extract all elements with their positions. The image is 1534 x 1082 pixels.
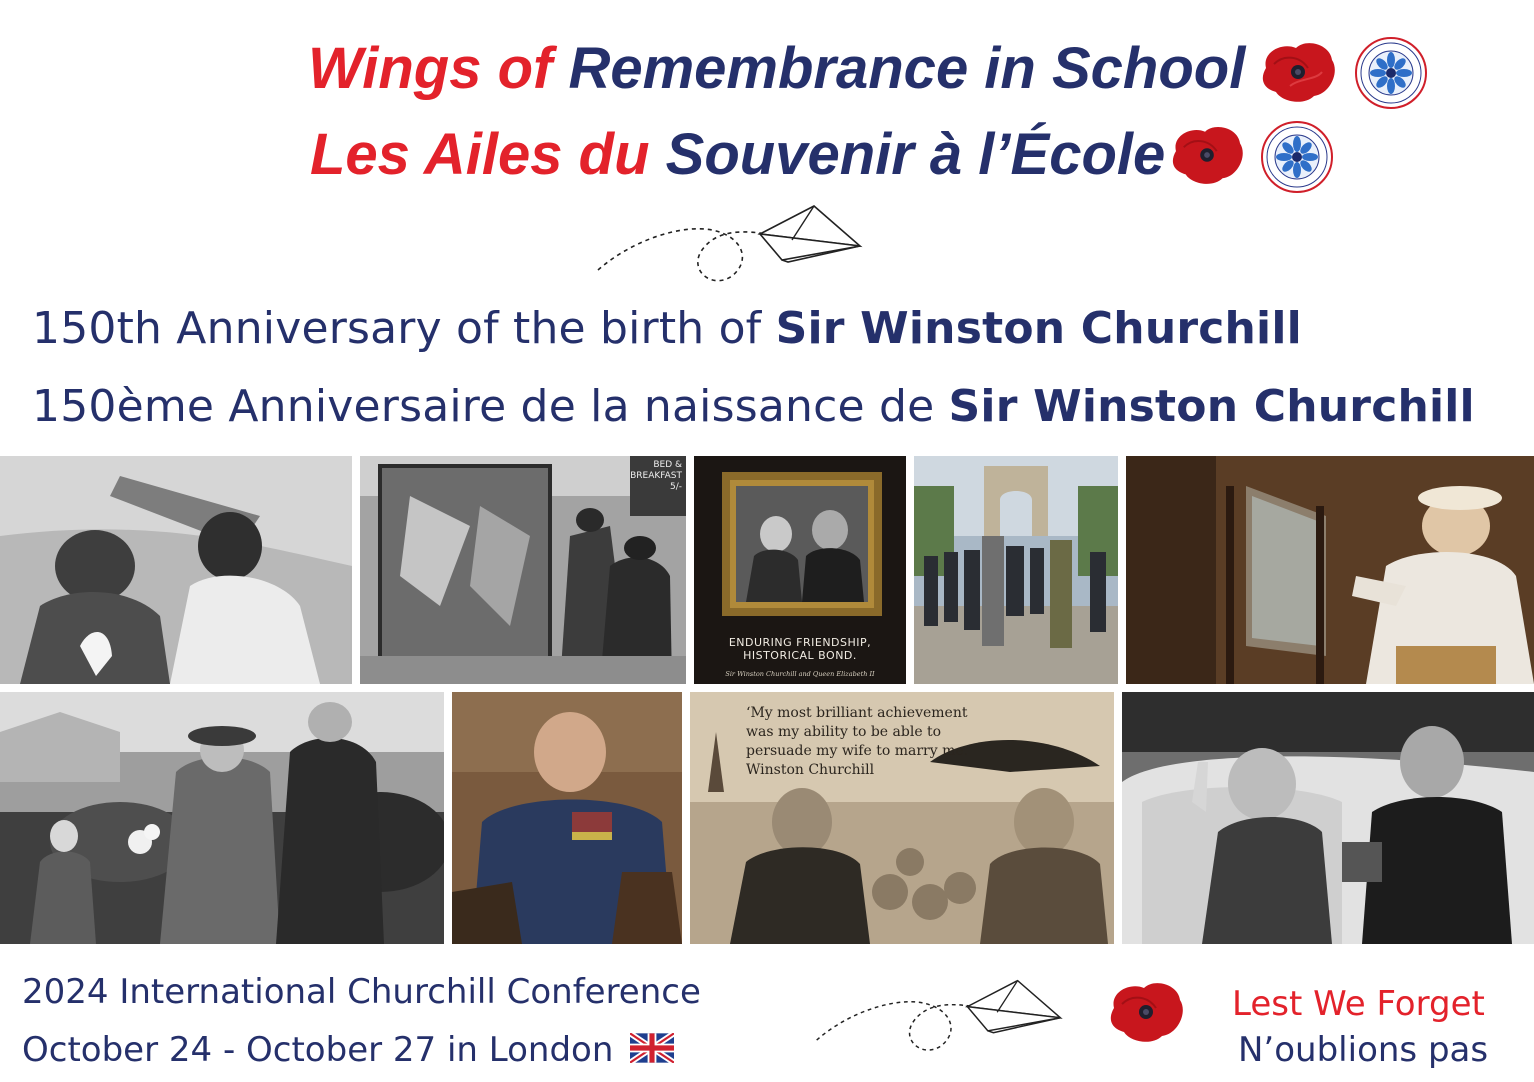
anniversary-english-name: Sir Winston Churchill	[775, 303, 1302, 354]
bnb-sign-line2: BREAKFAST	[630, 471, 682, 481]
quote-line3: persuade my wife to marry me.’	[746, 743, 973, 759]
frame-caption-line2: HISTORICAL BOND.	[743, 649, 857, 662]
anniversary-french-prefix: 150ème Anniversaire de la naissance de	[32, 381, 935, 432]
quote-block	[746, 704, 973, 780]
photo-car-nixon	[1122, 692, 1534, 944]
frame-caption	[694, 636, 906, 662]
poppy-icon	[1108, 978, 1186, 1046]
anniversary-english	[32, 303, 1522, 355]
bnb-sign-line3: 5/-	[669, 482, 682, 492]
poppy-icon	[1170, 122, 1246, 188]
photo-girl-flowers	[0, 692, 444, 944]
bnb-sign	[630, 460, 682, 493]
paper-plane-icon	[592, 200, 867, 286]
title-english-accent: Wings of	[308, 36, 553, 101]
anniversary-french-name: Sir Winston Churchill	[948, 381, 1475, 432]
photo-quote-wife	[690, 692, 1114, 944]
anniversary-english-prefix: 150th Anniversary of the birth of	[32, 303, 762, 354]
photo-painting	[1126, 456, 1534, 684]
uk-flag-icon	[630, 1033, 674, 1063]
quote-author: Winston Churchill	[746, 762, 875, 778]
title-english-main: Remembrance in School	[568, 36, 1246, 101]
poppy-icon	[1260, 38, 1338, 106]
anniversary-french	[32, 381, 1522, 433]
photo-pilot-fitting	[0, 456, 352, 684]
conference-title: 2024 International Churchill Conference	[22, 972, 701, 1012]
bnb-sign-line1: BED &	[653, 460, 682, 470]
title-french-accent: Les Ailes du	[310, 122, 650, 187]
bleuet-emblem-icon	[1354, 36, 1428, 110]
quote-line2: was my ability to be able to	[746, 724, 942, 740]
paper-plane-icon	[804, 975, 1074, 1055]
bleuet-emblem-icon	[1260, 120, 1334, 194]
lest-we-forget: Lest We Forget	[1232, 984, 1485, 1024]
frame-caption-line1: ENDURING FRIENDSHIP,	[728, 636, 872, 649]
photo-arc-de-triomphe	[914, 456, 1118, 684]
title-french-main: Souvenir à l’École	[665, 122, 1166, 187]
photo-queen-frame	[694, 456, 906, 684]
photo-bomb-damage	[360, 456, 686, 684]
conference-dates	[22, 1030, 674, 1070]
noublions-pas: N’oublions pas	[1238, 1030, 1489, 1070]
quote-line1: ‘My most brilliant achievement	[746, 705, 968, 721]
conference-dates-text: October 24 - October 27 in London	[22, 1030, 614, 1070]
frame-signature: Sir Winston Churchill and Queen Elizabeth II	[725, 670, 875, 678]
photo-raf-uniform	[452, 692, 682, 944]
